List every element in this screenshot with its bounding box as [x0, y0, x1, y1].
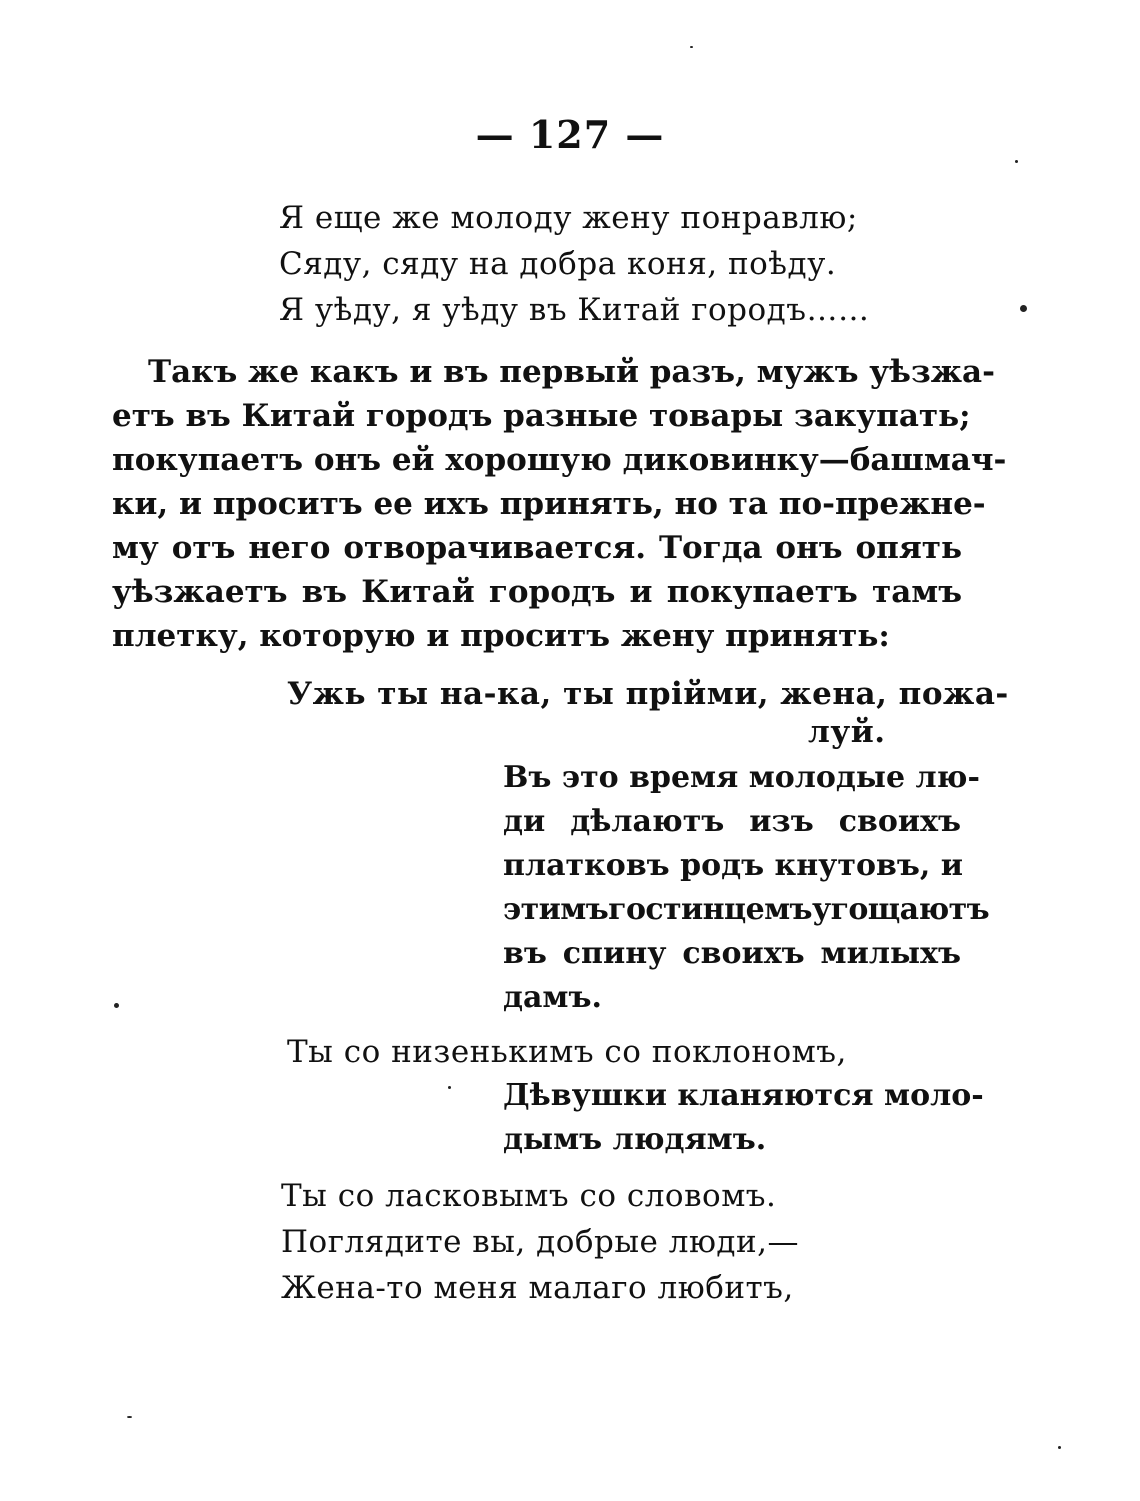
verse-line: Я еще же молоду жену понравлю;	[279, 200, 858, 236]
paragraph-line: Такъ же какъ и въ первый разъ, мужъ уѣзжа-	[148, 354, 995, 390]
scan-speck	[1058, 1446, 1061, 1449]
note-line: дымъ людямъ.	[503, 1122, 767, 1157]
prose-paragraph	[112, 350, 1007, 658]
page-number: — 127 —	[475, 112, 665, 157]
note-line: этимъгостинцемъугощаютъ	[503, 892, 990, 927]
verse-line: Я уѣду, я уѣду въ Китай городъ……	[279, 292, 870, 328]
verse-line-continuation: луй.	[808, 714, 886, 750]
note-line: Дѣвушки кланяются моло-	[503, 1078, 984, 1113]
verse-line: Жена-то меня малаго любитъ,	[281, 1270, 794, 1306]
verse-line: Ты со ласковымъ со словомъ.	[281, 1178, 777, 1214]
verse-line: Ты со низенькимъ со поклономъ,	[287, 1034, 847, 1070]
paragraph-line: му отъ него отворачивается. Тогда онъ опять	[112, 530, 962, 566]
scan-speck	[127, 1416, 132, 1418]
paragraph-line: етъ въ Китай городъ разные товары закупать;	[112, 398, 971, 434]
scan-speck	[690, 46, 693, 48]
verse-line: Поглядите вы, добрые люди,—	[281, 1224, 800, 1260]
paragraph-line: покупаетъ онъ ей хорошую диковинку—башмач-	[112, 442, 1007, 478]
note-line: платковъ родъ кнутовъ, и	[503, 848, 963, 883]
scan-speck	[114, 1003, 119, 1008]
note-line: ди дѣлаютъ изъ своихъ	[503, 804, 961, 839]
annotation-note	[503, 756, 990, 1020]
note-line: Въ это время молодые лю-	[503, 760, 980, 795]
scan-speck	[448, 1086, 451, 1089]
scan-speck	[1015, 160, 1018, 163]
annotation-note	[503, 1074, 984, 1162]
verse-line: Ужь ты на-ка, ты прійми, жена, пожа-	[287, 676, 1009, 712]
note-line: въ спину своихъ милыхъ	[503, 936, 961, 971]
paragraph-line: плетку, которую и проситъ жену принять:	[112, 618, 890, 654]
scan-speck	[1020, 305, 1027, 312]
paragraph-line: уѣзжаетъ въ Китай городъ и покупаетъ тамъ	[112, 574, 962, 610]
verse-line: Сяду, сяду на добра коня, поѣду.	[279, 246, 837, 282]
paragraph-line: ки, и проситъ ее ихъ принять, но та по-прежне-	[112, 486, 986, 522]
note-line: дамъ.	[503, 980, 602, 1015]
